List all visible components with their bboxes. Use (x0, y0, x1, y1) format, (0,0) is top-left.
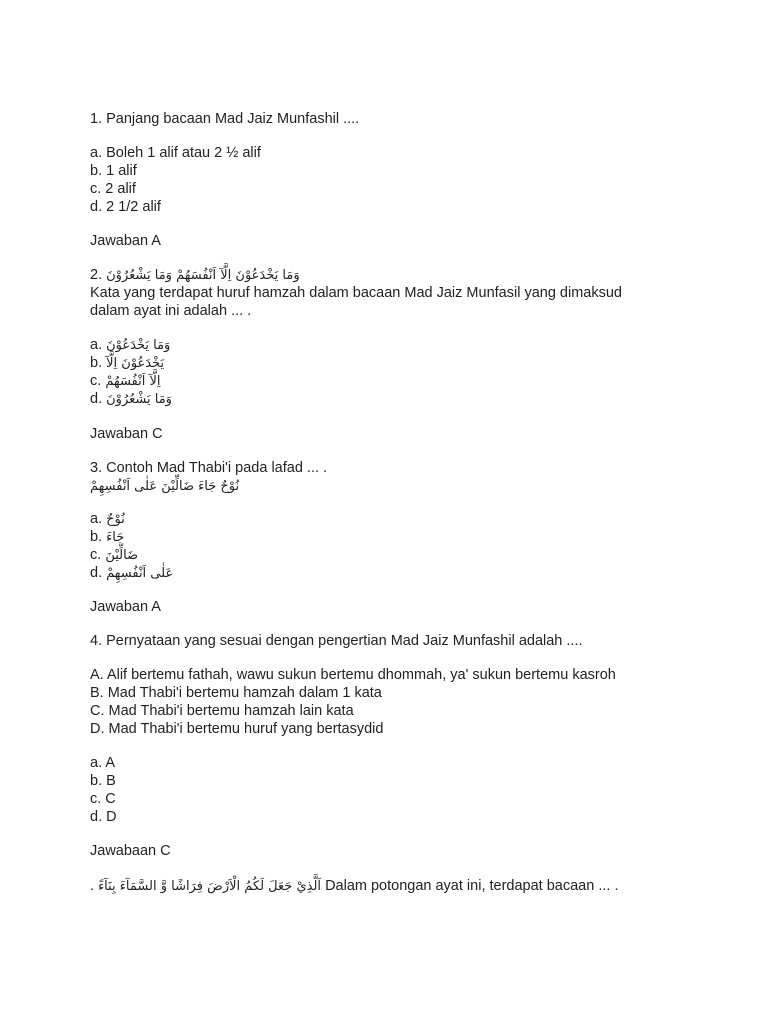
q4-answer: Jawabaan C (90, 843, 171, 859)
q4-option-a: a. A (90, 755, 115, 771)
option-arabic: عَلٰى اَنْفُسِهِمْ (106, 566, 174, 581)
question-4: 4. Pernyataan yang sesuai dengan pengertian Mad Jaiz Munfashil adalah .... (90, 633, 583, 649)
q3-answer: Jawaban A (90, 599, 161, 615)
option-prefix: c. (90, 547, 102, 563)
option-prefix: a. (90, 511, 103, 527)
q4-statement-c: C. Mad Thabi'i bertemu hamzah lain kata (90, 703, 354, 719)
option-arabic: وَمَا يَشْعُرُوْنَ (106, 392, 172, 407)
q4-option-d: d. D (90, 809, 117, 825)
q4-option-b: b. B (90, 773, 116, 789)
option-prefix: a. (90, 337, 103, 353)
q2-option-a (90, 336, 170, 354)
option-arabic: ضَالِّيْنَ (105, 548, 139, 563)
q3-arabic-phrase: نُوْحٌ جَاءَ ضَالِّيْنَ عَلٰى اَنْفُسِهِمْ (90, 479, 240, 494)
option-arabic: يَخْدَعُوْنَ اِلَّآ (106, 356, 165, 371)
option-arabic: جَاءَ (106, 530, 125, 545)
q1-option-c: c. 2 alif (90, 181, 136, 197)
option-prefix: b. (90, 529, 103, 545)
q1-option-b: b. 1 alif (90, 163, 137, 179)
q3-arabic-line (90, 477, 239, 495)
q1-answer: Jawaban A (90, 233, 161, 249)
q2-option-c (90, 372, 161, 390)
option-prefix: d. (90, 391, 103, 407)
option-arabic: نُوْحٌ (106, 512, 125, 527)
q5-text: Dalam potongan ayat ini, terdapat bacaan ... . (325, 878, 619, 894)
q4-statement-d: D. Mad Thabi'i bertemu huruf yang bertasydid (90, 721, 384, 737)
question-1: 1. Panjang bacaan Mad Jaiz Munfashil .... (90, 111, 360, 127)
q2-number: 2. (90, 267, 103, 283)
option-prefix: c. (90, 373, 102, 389)
q4-option-c: c. C (90, 791, 116, 807)
question-5 (90, 877, 618, 895)
q3-option-d (90, 564, 173, 582)
q3-option-b (90, 528, 124, 546)
q4-statement-a: A. Alif bertemu fathah, wawu sukun bertemu dhommah, ya' sukun bertemu kasroh (90, 667, 616, 683)
q3-option-a (90, 510, 125, 528)
q5-prefix: . (90, 878, 95, 894)
q1-option-d: d. 2 1/2 alif (90, 199, 161, 215)
q3-option-c (90, 546, 138, 564)
option-arabic: وَمَا يَخْدَعُوْنَ (106, 338, 171, 353)
q1-option-a: a. Boleh 1 alif atau 2 ½ alif (90, 145, 261, 161)
q4-statement-b: B. Mad Thabi'i bertemu hamzah dalam 1 kata (90, 685, 382, 701)
q2-option-d (90, 390, 172, 408)
option-prefix: b. (90, 355, 103, 371)
question-2-heading (90, 266, 300, 284)
question-2-text-line-2: dalam ayat ini adalah ... . (90, 303, 252, 319)
q5-arabic-verse: اَلَّذِيْ جَعَلَ لَكُمُ الْاَرْضَ فِرَاشًا وَّ السَّمَآءَ بِنَآءً (98, 879, 322, 894)
q2-option-b (90, 354, 164, 372)
q2-answer: Jawaban C (90, 426, 163, 442)
question-3: 3. Contoh Mad Thabi'i pada lafad ... . (90, 460, 328, 476)
option-prefix: d. (90, 565, 103, 581)
question-2-text-line-1: Kata yang terdapat huruf hamzah dalam bacaan Mad Jaiz Munfasil yang dimaksud (90, 285, 622, 301)
option-arabic: اِلَّآ اَنْفُسَهُمْ (105, 374, 161, 389)
q2-arabic-verse: وَمَا يَخْدَعُوْنَ اِلَّآ اَنْفُسَهُمْ وَمَا يَشْعُرُوْنَ (106, 268, 300, 283)
